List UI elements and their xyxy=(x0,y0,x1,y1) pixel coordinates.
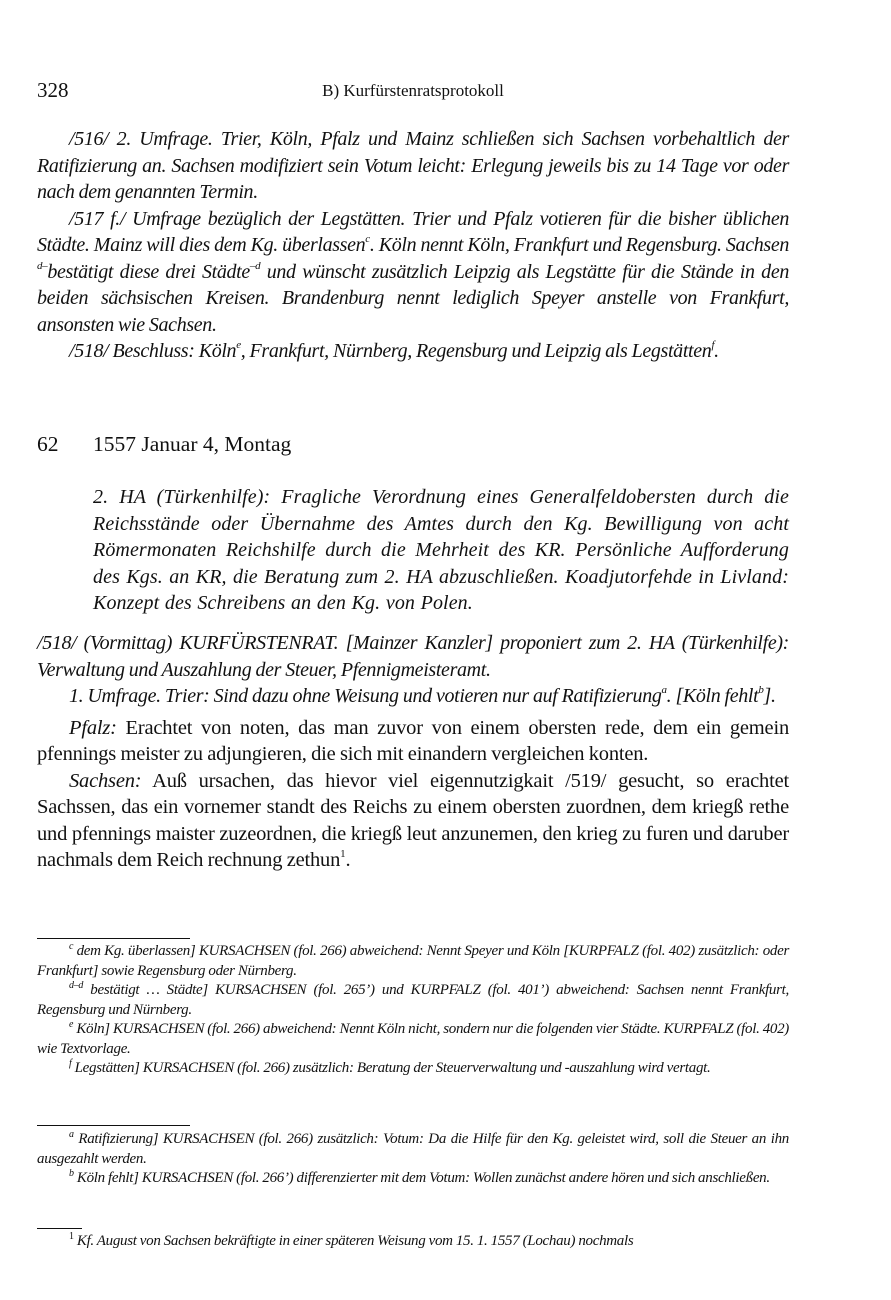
footnote-a xyxy=(37,1130,789,1169)
footnote-rule xyxy=(37,1228,82,1229)
footnote-mark: c xyxy=(69,941,74,952)
footnote-text: dem Kg. überlassen] KURSACHSEN (fol. 266) abweichend: Nennt Speyer und Köln [KURPFALZ (fol. 402) zusätzlich: oder Frankfurt] sowie Regensburg oder Nürnberg. xyxy=(37,943,789,979)
footnote-ref-d-end[interactable]: –d xyxy=(249,259,261,272)
top-paragraphs xyxy=(37,126,789,365)
footnote-text: Legstätten] KURSACHSEN (fol. 266) zusätzlich: Beratung der Steuerverwaltung und -auszahlung wird vertagt. xyxy=(74,1060,711,1076)
footnote-mark: a xyxy=(69,1129,74,1140)
footnote-text: Ratifizierung] KURSACHSEN (fol. 266) zusätzlich: Votum: Da die Hilfe für den Kg. geleistet wird, soll die Steuer an ihn ausgezahlt werden. xyxy=(37,1131,789,1167)
text-run: . Köln nennt Köln, Frankfurt und Regensburg. Sachsen xyxy=(369,234,789,256)
text-run: /517 f./ Umfrage bezüglich der Legstätten. Trier und Pfalz votieren für die bisher üblichen Städte. Mainz will dies dem Kg. überlassen xyxy=(37,207,789,256)
text-run: . xyxy=(714,340,719,362)
footnote-ref-c[interactable]: c xyxy=(365,233,370,246)
footnote-mark: d–d xyxy=(69,980,84,991)
running-header xyxy=(37,78,789,106)
footnote-ref-1[interactable]: 1 xyxy=(340,848,346,861)
speaker-pfalz: Pfalz: xyxy=(69,716,117,739)
footnote-b xyxy=(37,1169,789,1189)
paragraph-beschluss xyxy=(37,338,789,365)
text-run: /518/ Beschluss: Köln xyxy=(69,340,237,362)
footnote-f xyxy=(37,1059,789,1079)
text-run: , Frankfurt, Nürnberg, Regensburg und Leipzig als Legstätten xyxy=(240,340,712,362)
text-run: 1. Umfrage. Trier: Sind dazu ohne Weisung und votieren nur auf Ratifizierung xyxy=(69,685,662,707)
footnote-ref-e[interactable]: e xyxy=(236,339,241,352)
text-run: und wünscht zusätzlich Leipzig als Legstätte für die Stände in den beiden sächsischen Kreisen. Brandenburg nennt lediglich Speyer anstelle von Frankfurt, ansonsten wie Sachsen. xyxy=(37,260,789,336)
footnote-mark: b xyxy=(69,1168,74,1179)
text-run: . xyxy=(345,849,351,871)
speaker-sachsen: Sachsen: xyxy=(69,769,142,792)
footnote-1 xyxy=(37,1232,789,1252)
text-run: ]. xyxy=(763,685,776,707)
section-number: 62 xyxy=(37,432,59,456)
section-summary xyxy=(93,484,789,617)
text-run: Auß ursachen, das hievor viel eigennutzigkait /519/ gesucht, so erachtet Sachssen, das ein vornemer standt des Reichs zu einem obersten zuordnen, dem kriegß rethe und pfennings maister zuzeordnen, die kriegß leut anzunemen, den krieg zu furen und daruber nachmals dem Reich rechnung zethun xyxy=(37,769,789,871)
running-title: B) Kurfürstenratsprotokoll xyxy=(322,81,504,100)
footnote-ref-a[interactable]: a xyxy=(661,684,667,697)
footnote-mark: e xyxy=(69,1019,74,1030)
footnote-text: Köln] KURSACHSEN (fol. 266) abweichend: Nennt Köln nicht, sondern nur die folgenden vier Städte. KURPFALZ (fol. 402) wie Textvorlage. xyxy=(37,1021,790,1057)
votum-pfalz xyxy=(37,715,789,768)
votum-sachsen xyxy=(37,768,789,874)
footnote-ref-d-start[interactable]: d– xyxy=(37,259,48,272)
protocol-umfrage-1 xyxy=(37,683,789,710)
section-title: 1557 Januar 4, Montag xyxy=(93,432,292,456)
footnote-ref-b[interactable]: b xyxy=(758,684,764,697)
text-run: Erachtet von noten, das man zuvor von einem obersten rede, dem ein gemein pfennings meister zu adjungieren, die sich mit einandern vergleichen konten. xyxy=(37,716,789,765)
footnote-mark: 1 xyxy=(69,1231,74,1242)
footnote-e xyxy=(37,1020,789,1059)
summary-text: 2. HA (Türkenhilfe): Fragliche Verordnung eines Generalfeldobersten durch die Reichsstände oder Übernahme des Amtes durch den Kg. Bewilligung von acht Römermonaten Reichshilfe durch die Mehrheit des KR. Persönliche Aufforderung des Kgs. an KR, die Beratung zum 2. HA abzuschließen. Koadjutorfehde in Livland: Konzept des Schreibens an den Kg. von Polen. xyxy=(93,486,789,614)
paragraph-umfrage-2: /516/ 2. Umfrage. Trier, Köln, Pfalz und Mainz schließen sich Sachsen vorbehaltlich der Ratifizierung an. Sachsen modifiziert sein Votum leicht: Erlegung jeweils bis zu 14 Tage vor oder nach dem genannten Termin. xyxy=(37,128,789,203)
footnote-ref-f[interactable]: f xyxy=(711,339,715,352)
footnotes-letters-2 xyxy=(37,1130,789,1189)
text-run: . [Köln fehlt xyxy=(666,685,759,707)
text-run: bestätigt diese drei Städte xyxy=(47,260,250,283)
page-number: 328 xyxy=(37,78,69,102)
footnote-d xyxy=(37,981,789,1020)
footnotes-letters-1 xyxy=(37,942,789,1079)
footnote-rule xyxy=(37,938,190,939)
footnotes-numeric xyxy=(37,1232,789,1252)
paragraph-legstaetten xyxy=(37,206,789,339)
protocol-opening: /518/ (Vormittag) KURFÜRSTENRAT. [Mainzer Kanzler] proponiert zum 2. HA (Türkenhilfe): Verwaltung und Auszahlung der Steuer, Pfennigmeisteramt. xyxy=(37,632,789,681)
footnote-mark: f xyxy=(69,1058,72,1069)
footnote-text: Köln fehlt] KURSACHSEN (fol. 266’) differenzierter mit dem Votum: Wollen zunächst andere hören und sich anschließen. xyxy=(76,1170,770,1186)
protocol-body xyxy=(37,630,789,874)
footnote-text: Kf. August von Sachsen bekräftigte in einer späteren Weisung vom 15. 1. 1557 (Lochau) nochmals xyxy=(76,1233,634,1249)
footnote-rule xyxy=(37,1125,190,1126)
footnote-c xyxy=(37,942,789,981)
footnote-text: bestätigt … Städte] KURSACHSEN (fol. 265’) und KURPFALZ (fol. 401’) abweichend: Sachsen nennt Frankfurt, Regensburg und Nürnberg. xyxy=(37,982,789,1018)
